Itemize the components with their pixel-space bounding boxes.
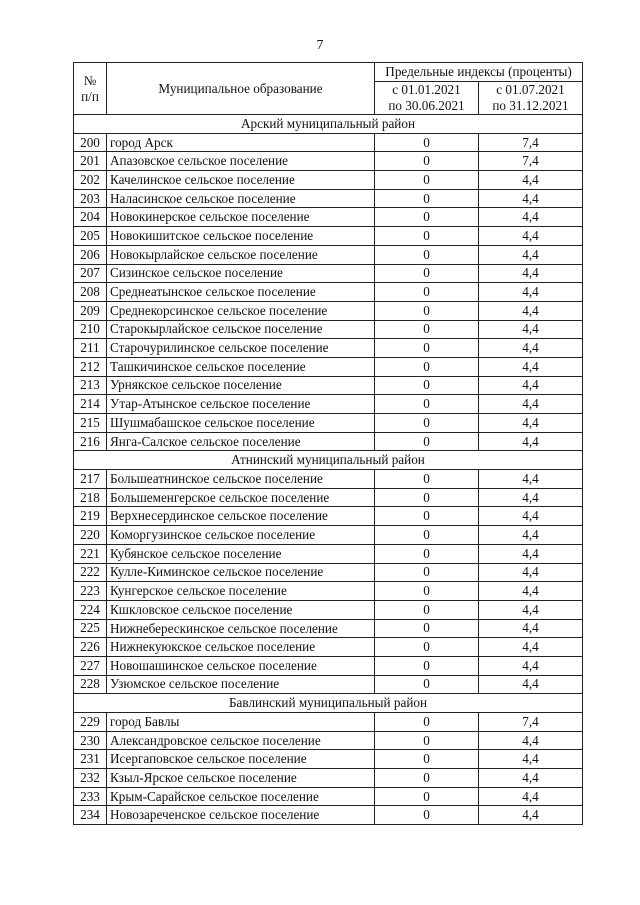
header-number [74,63,107,115]
row-municipality: Наласинское сельское поселение [107,189,375,208]
row-municipality: Узюмское сельское поселение [107,675,375,694]
district-row [74,115,583,134]
row-index-period-2: 4,4 [479,600,583,619]
row-number: 207 [74,264,107,283]
row-number: 234 [74,806,107,825]
row-index-period-2: 4,4 [479,544,583,563]
row-index-period-1: 0 [375,245,479,264]
table-row [74,283,583,302]
row-municipality: Ташкичинское сельское поселение [107,357,375,376]
row-index-period-1: 0 [375,806,479,825]
header-period-2 [479,82,583,115]
table-row [74,582,583,601]
row-number: 230 [74,731,107,750]
row-municipality: Коморгузинское сельское поселение [107,526,375,545]
row-index-period-1: 0 [375,769,479,788]
row-municipality: Старочурилинское сельское поселение [107,339,375,358]
header-period-2-text: с 01.07.2021 по 31.12.2021 [492,82,569,113]
row-municipality: Кунгерское сельское поселение [107,582,375,601]
row-municipality: Апазовское сельское поселение [107,152,375,171]
row-index-period-2: 4,4 [479,526,583,545]
row-number: 204 [74,208,107,227]
row-index-period-2: 4,4 [479,675,583,694]
row-number: 215 [74,414,107,433]
table-row [74,320,583,339]
row-index-period-2: 4,4 [479,638,583,657]
row-municipality: Новокырлайское сельское поселение [107,245,375,264]
table-row [74,470,583,489]
row-index-period-2: 4,4 [479,245,583,264]
row-number: 219 [74,507,107,526]
district-name: Бавлинский муниципальный район [74,694,583,713]
row-municipality: Шушмабашское сельское поселение [107,414,375,433]
table-row [74,245,583,264]
row-municipality: Старокырлайское сельское поселение [107,320,375,339]
row-index-period-1: 0 [375,750,479,769]
table-row [74,563,583,582]
row-number: 232 [74,769,107,788]
table-row [74,227,583,246]
row-index-period-2: 4,4 [479,731,583,750]
row-municipality: Кулле-Киминское сельское поселение [107,563,375,582]
row-index-period-1: 0 [375,301,479,320]
row-index-period-2: 4,4 [479,395,583,414]
row-number: 218 [74,488,107,507]
row-number: 206 [74,245,107,264]
row-index-period-1: 0 [375,713,479,732]
row-index-period-2: 4,4 [479,357,583,376]
row-municipality: Кубянское сельское поселение [107,544,375,563]
row-municipality: Утар-Атынское сельское поселение [107,395,375,414]
row-index-period-2: 4,4 [479,339,583,358]
row-index-period-2: 4,4 [479,470,583,489]
row-index-period-1: 0 [375,675,479,694]
row-index-period-1: 0 [375,152,479,171]
row-municipality: Новошашинское сельское поселение [107,656,375,675]
row-index-period-2: 4,4 [479,806,583,825]
row-municipality: Крым-Сарайское сельское поселение [107,787,375,806]
row-index-period-2: 4,4 [479,582,583,601]
row-index-period-1: 0 [375,414,479,433]
row-index-period-2: 4,4 [479,320,583,339]
row-index-period-1: 0 [375,357,479,376]
row-number: 203 [74,189,107,208]
table-row [74,544,583,563]
row-number: 200 [74,133,107,152]
indices-table [73,62,583,825]
table-row [74,713,583,732]
table-row [74,171,583,190]
row-index-period-1: 0 [375,283,479,302]
row-index-period-2: 7,4 [479,152,583,171]
row-number: 224 [74,600,107,619]
row-index-period-1: 0 [375,376,479,395]
row-index-period-1: 0 [375,171,479,190]
row-index-period-1: 0 [375,320,479,339]
row-index-period-2: 4,4 [479,227,583,246]
table-row [74,769,583,788]
row-index-period-1: 0 [375,133,479,152]
district-row [74,694,583,713]
row-number: 212 [74,357,107,376]
row-municipality: Большеатнинское сельское поселение [107,470,375,489]
row-index-period-2: 4,4 [479,563,583,582]
row-index-period-1: 0 [375,488,479,507]
row-index-period-1: 0 [375,507,479,526]
row-number: 228 [74,675,107,694]
row-number: 210 [74,320,107,339]
row-municipality: Среднекорсинское сельское поселение [107,301,375,320]
table-row [74,301,583,320]
row-number: 216 [74,432,107,451]
table-row [74,264,583,283]
row-index-period-2: 7,4 [479,713,583,732]
table-row [74,488,583,507]
row-number: 222 [74,563,107,582]
row-index-period-2: 4,4 [479,264,583,283]
district-row [74,451,583,470]
row-index-period-1: 0 [375,731,479,750]
row-municipality: Янга-Салское сельское поселение [107,432,375,451]
row-municipality: Новокинерское сельское поселение [107,208,375,227]
table-row [74,526,583,545]
table-row [74,339,583,358]
row-number: 223 [74,582,107,601]
row-index-period-2: 4,4 [479,488,583,507]
row-municipality: Урнякское сельское поселение [107,376,375,395]
row-index-period-2: 4,4 [479,189,583,208]
row-index-period-1: 0 [375,600,479,619]
row-number: 217 [74,470,107,489]
row-index-period-2: 4,4 [479,283,583,302]
row-number: 205 [74,227,107,246]
table-body [74,115,583,825]
row-municipality: Верхнесердинское сельское поселение [107,507,375,526]
table-row [74,395,583,414]
table-row [74,208,583,227]
table-row [74,675,583,694]
header-municipality: Муниципальное образование [107,63,375,115]
row-index-period-2: 4,4 [479,750,583,769]
row-municipality: Нижнекуюкское сельское поселение [107,638,375,657]
row-municipality: Кзыл-Ярское сельское поселение [107,769,375,788]
table-row [74,750,583,769]
table-row [74,806,583,825]
row-index-period-1: 0 [375,526,479,545]
row-municipality: Нижнеберескинское сельское поселение [107,619,375,638]
row-index-period-1: 0 [375,339,479,358]
row-index-period-1: 0 [375,395,479,414]
row-municipality: Кшкловское сельское поселение [107,600,375,619]
row-index-period-2: 4,4 [479,769,583,788]
row-index-period-2: 4,4 [479,376,583,395]
row-index-period-2: 4,4 [479,787,583,806]
header-limit-indices: Предельные индексы (проценты) [375,63,583,82]
row-number: 208 [74,283,107,302]
row-number: 225 [74,619,107,638]
row-index-period-1: 0 [375,638,479,657]
row-number: 220 [74,526,107,545]
row-municipality: город Арск [107,133,375,152]
row-number: 201 [74,152,107,171]
row-index-period-1: 0 [375,432,479,451]
table-row [74,600,583,619]
row-index-period-1: 0 [375,264,479,283]
row-index-period-2: 4,4 [479,619,583,638]
header-period-1 [375,82,479,115]
row-index-period-2: 7,4 [479,133,583,152]
table-row [74,619,583,638]
row-index-period-2: 4,4 [479,171,583,190]
row-index-period-1: 0 [375,619,479,638]
row-index-period-1: 0 [375,189,479,208]
table-row [74,189,583,208]
row-index-period-1: 0 [375,563,479,582]
row-number: 227 [74,656,107,675]
row-index-period-2: 4,4 [479,208,583,227]
row-index-period-1: 0 [375,582,479,601]
row-number: 202 [74,171,107,190]
row-index-period-2: 4,4 [479,414,583,433]
table-row [74,376,583,395]
row-municipality: Качелинское сельское поселение [107,171,375,190]
row-index-period-2: 4,4 [479,301,583,320]
row-number: 233 [74,787,107,806]
table-row [74,133,583,152]
row-municipality: Новокишитское сельское поселение [107,227,375,246]
table-row [74,731,583,750]
row-municipality: Новозареченское сельское поселение [107,806,375,825]
row-municipality: Александровское сельское поселение [107,731,375,750]
row-municipality: Сизинское сельское поселение [107,264,375,283]
row-municipality: Среднеатынское сельское поселение [107,283,375,302]
district-name: Арский муниципальный район [74,115,583,134]
table-row [74,787,583,806]
row-index-period-1: 0 [375,227,479,246]
table-row [74,432,583,451]
row-index-period-1: 0 [375,208,479,227]
row-number: 214 [74,395,107,414]
table-row [74,507,583,526]
row-index-period-2: 4,4 [479,656,583,675]
table-row [74,638,583,657]
header-number-text: № п/п [81,72,99,104]
row-municipality: Большеменгерское сельское поселение [107,488,375,507]
row-number: 226 [74,638,107,657]
row-index-period-1: 0 [375,787,479,806]
row-number: 211 [74,339,107,358]
row-index-period-2: 4,4 [479,507,583,526]
row-index-period-1: 0 [375,470,479,489]
table-row [74,152,583,171]
table-row [74,656,583,675]
row-index-period-1: 0 [375,544,479,563]
row-municipality: город Бавлы [107,713,375,732]
table-row [74,414,583,433]
table-row [74,357,583,376]
page-number: 7 [316,38,324,53]
header-period-1-text: с 01.01.2021 по 30.06.2021 [388,82,465,113]
row-number: 229 [74,713,107,732]
row-index-period-2: 4,4 [479,432,583,451]
row-municipality: Исергаповское сельское поселение [107,750,375,769]
row-number: 231 [74,750,107,769]
row-number: 209 [74,301,107,320]
row-number: 221 [74,544,107,563]
district-name: Атнинский муниципальный район [74,451,583,470]
table-header [74,63,583,115]
row-index-period-1: 0 [375,656,479,675]
row-number: 213 [74,376,107,395]
